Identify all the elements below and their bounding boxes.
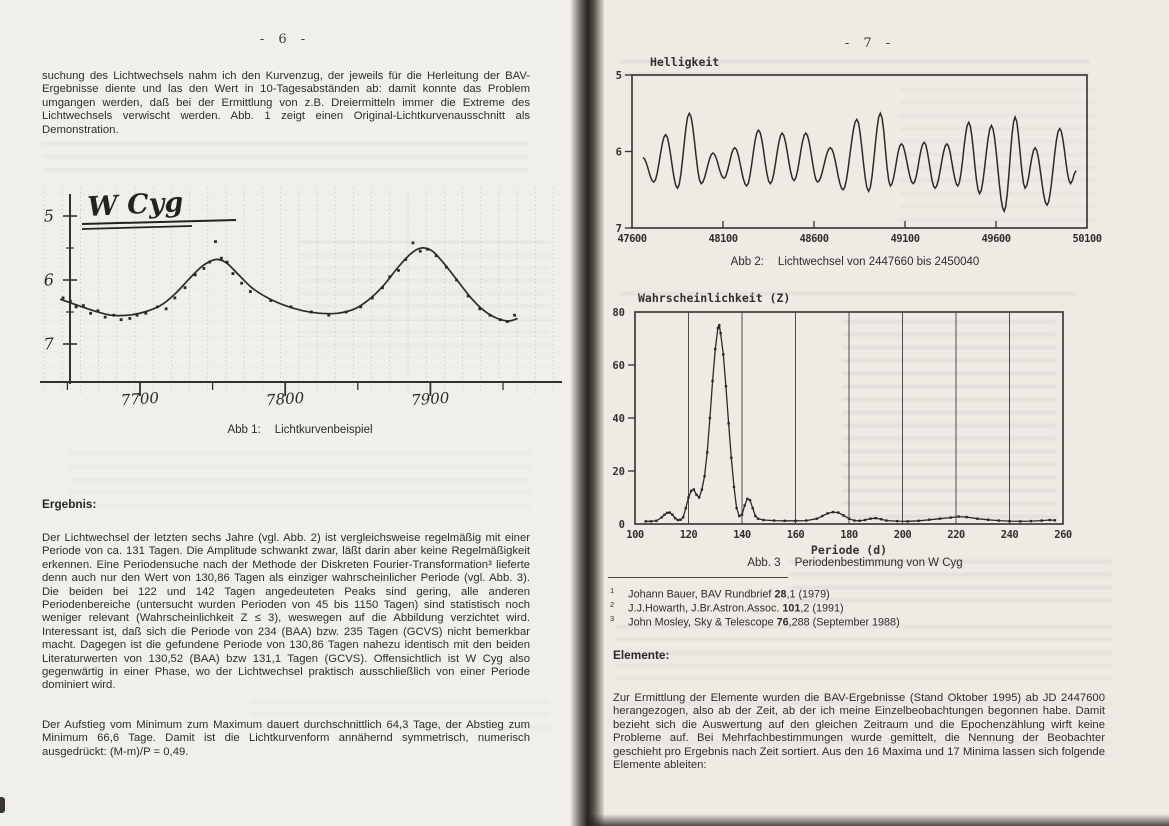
fig3-data-marker [738,515,740,517]
fig1-data-point [232,272,235,275]
fig1-data-point [69,300,72,303]
fig2-x-tick-label: 50100 [1072,233,1102,245]
fig3-data-marker [719,332,721,334]
fig3-data-marker [864,519,866,521]
footnote-1-volume: 28 [774,588,787,601]
fig1-x-tick-label: 7700 [120,388,160,410]
fig1-data-point [397,269,400,272]
fig1-data-point [184,286,187,289]
figure-1-caption-label: Abb 1: [227,424,261,436]
bleed-through [42,142,529,178]
figure-1-caption [150,424,450,436]
intro-paragraph: suchung des Lichtwechsels nahm ich den Kurvenzug, der jeweils für die Herleitung der BAV-Ergebnisse diente und las den Wert in 10-Tagesabständen ab: damit konnte das Problem umgangen werden, daß bei der Ermittlung von z.B. Dreiermitteln immer die Extreme des Lichtwechsels verwischt werden. Abb. 1 zeigt einen Original-Lichtkurvenausschnitt als Demonstration. [42,70,530,136]
fig1-data-point [120,318,123,321]
fig3-data-marker [701,488,703,490]
aufstieg-paragraph: Der Aufstieg vom Minimum zum Maximum dauert durchschnittlich 64,3 Tage, der Abstieg zum Minimum 66,6 Tage. Damit ist die Lichtkurvenform annähernd symmetrisch, numerisch ausgedrückt: (M-m)/P = 0,49. [42,719,530,758]
fig3-data-marker [645,520,647,522]
fig1-data-point [426,248,429,251]
fig1-data-point [412,241,415,244]
fig3-y-tick-label: 80 [612,307,625,319]
fig3-data-marker [698,496,700,498]
figure-2-caption [620,256,1090,268]
fig1-data-point [269,299,272,302]
fig1-data-point [435,254,438,257]
ergebnis-paragraph: Der Lichtwechsel der letzten sechs Jahre (vgl. Abb. 2) ist vergleichsweise regelmäßig mit einer Periode von ca. 131 Tagen. Die Amplitude schwankt zwar, läßt darin aber keine Regelmäßigkeit erkennen. Eine Periodensuche nach der Methode der Diskreten Fourier-Transformation³ lieferte denn auch nur den Wert von 130,86 Tagen als einziger wahrscheinlicher Periode (vgl. Abb. 3). Die beiden bei 122 und 142 Tagen angedeuteten Peaks sind gering, alle anderen Periodenbereiche (untersucht wurden Perioden von 45 bis 1150 Tagen) sind statistisch noch weniger relevant (Wahrscheinlichkeit Z ≤ 3), weswegen auf die Abbildung verzichtet wird. Interessant ist, daß sich die Periode von 234 (BAA) bzw. 235 Tagen (GCVS) nicht bemerkbar macht. Dagegen ist die gefundene Periode von 130,86 Tagen nahezu identisch mit den beiden Literaturwerten von 130,52 (BAA) bzw 131,1 Tagen (GCVS). Offensichtlich ist W Cyg also gegenwärtig in einer Phase, wo der Lichtwechsel praktisch ausschließlich von einer Periode dominiert wird. [42,532,530,692]
fig2-plot-box [632,75,1087,228]
fig3-data-marker [957,515,959,517]
fig1-data-point [381,286,384,289]
fig1-data-point [371,297,374,300]
bleed-through [70,452,530,510]
footnote-1 [610,586,1110,600]
fig3-x-tick-label: 100 [626,529,644,541]
fig1-data-point [144,312,147,315]
fig1-data-point [62,297,65,300]
fig3-data-marker [939,518,941,520]
fig3-data-marker [741,514,743,516]
fig3-data-marker [754,515,756,517]
fig3-title: Wahrscheinlichkeit (Z) [638,291,791,305]
fig2-title: Helligkeit [650,55,720,69]
fig2-x-tick-label: 49100 [890,233,920,245]
fig3-data-marker [666,512,668,514]
fig3-x-tick-label: 120 [679,529,698,541]
fig1-data-point [128,317,131,320]
fig3-data-marker [714,348,716,350]
scan-edge-mark [0,797,5,813]
fig3-data-marker [848,518,850,520]
page-number-6: - 6 - [259,32,311,47]
fig3-data-marker [695,494,697,496]
fig3-periodogram-curve [646,325,1055,521]
ergebnis-heading: Ergebnis: [42,497,97,511]
fig3-data-marker [706,451,708,453]
fig3-data-marker [832,511,834,513]
fig3-data-marker [816,518,818,520]
fig3-data-marker [685,507,687,509]
fig1-data-point [202,267,205,270]
fig3-data-marker [663,514,665,516]
fig1-data-point [240,282,243,285]
fig2-x-tick-label: 48600 [799,233,829,245]
fig3-data-marker [674,517,676,519]
fig1-data-point [419,250,422,253]
fig1-data-point [173,297,176,300]
fig3-data-marker [690,490,692,492]
fig3-data-marker [794,520,796,522]
fig1-x-tick-label: 7800 [265,388,305,410]
fig1-data-point [89,312,92,315]
fig1-data-point [104,316,107,319]
footnote-2-marker: 2 [610,600,615,609]
fig3-data-marker [976,518,978,520]
fig3-data-marker [1048,519,1050,521]
footnote-1-marker: 1 [610,586,615,595]
fig3-data-marker [682,516,684,518]
fig3-data-marker [885,519,887,521]
fig3-data-marker [880,518,882,520]
figure-3-periodogram-plot [598,288,1115,573]
fig3-data-marker [1040,519,1042,521]
fig3-data-marker [805,519,807,521]
footnote-3-marker: 3 [610,614,615,623]
fig3-data-marker [733,486,735,488]
fig1-data-point [404,258,407,261]
fig1-data-point [75,305,78,308]
fig3-data-marker [853,519,855,521]
fig2-y-tick-label: 7 [615,223,622,235]
fig1-star-name: W Cyg [86,187,185,223]
fig3-data-marker [757,518,759,520]
fig2-x-tick-label: 48100 [708,233,738,245]
fig3-data-marker [677,519,679,521]
footnote-2-ref: ,2 (1991) [800,602,844,615]
footnote-2-volume: 101 [782,602,801,615]
fig2-x-tick-label: 49600 [981,233,1011,245]
fig1-data-point [249,290,252,293]
fig3-x-tick-label: 220 [947,529,965,541]
fig3-data-marker [949,516,951,518]
fig1-data-point [445,266,448,269]
elemente-paragraph: Zur Ermittlung der Elemente wurden die BAV-Ergebnisse (Stand Oktober 1995) ab JD 2447600 herangezogen, also ab der Zeit, ab der ich meine Einzelbeobachtungen begonnen habe. Damit bezieht sich die Auswertung auf den gleichen Zeitraum und die Epochenzählung wirft keine Probleme auf. Bei Mehrfachbestimmungen wurde gemittelt, die Nennung der Beobachter geschieht pro Ergebnis nach Zeit sortiert. Aus den 16 Maxima und 17 Minima lassen sich folgende Elemente ableiten: [613,692,1105,772]
fig3-data-marker [743,504,745,506]
figure-2-caption-label: Abb 2: [730,256,764,268]
footnote-1-text: Johann Bauer, BAV Rundbrief [628,588,775,601]
fig3-data-marker [869,518,871,520]
fig1-data-point [345,311,348,314]
fig3-data-marker [687,496,689,498]
fig3-data-marker [725,385,727,387]
fig3-data-marker [784,520,786,522]
fig2-y-tick-label: 6 [615,146,622,159]
fig3-data-marker [1054,519,1056,521]
fig3-data-marker [671,514,673,516]
fig1-y-tick-label: 5 [43,206,55,226]
fig3-data-marker [752,507,754,509]
fig1-data-point [136,314,139,317]
fig3-y-tick-label: 20 [612,466,625,478]
fig3-data-marker [928,519,930,521]
fig3-data-marker [1019,520,1021,522]
fig3-data-marker [709,417,711,419]
fig1-data-point [156,305,159,308]
fig3-data-marker [762,519,764,521]
fig1-data-point [165,307,168,310]
fig3-data-marker [875,517,877,519]
fig1-data-point [388,275,391,278]
fig1-data-point [220,257,223,260]
figure-2-caption-text: Lichtwechsel von 2447660 bis 2450040 [777,256,980,268]
footnotes [610,586,1110,628]
fig1-data-point [214,240,217,243]
fig3-data-marker [749,499,751,501]
figure-3-caption-text: Periodenbestimmung von W Cyg [794,557,963,569]
fig3-x-tick-label: 240 [1000,529,1019,541]
fig1-data-point [499,318,502,321]
fig3-x-tick-label: 200 [893,529,912,541]
fig2-light-curve [643,113,1076,211]
fig1-data-point [478,307,481,310]
fig1-data-point [82,304,85,307]
fig3-data-marker [669,511,671,513]
footnote-3-text: John Mosley, Sky & Telescope [628,616,777,629]
fig3-data-marker [917,520,919,522]
fig3-data-marker [987,519,989,521]
fig3-data-marker [703,475,705,477]
figure-1-hand-drawn-light-curve [30,182,565,414]
fig1-underline [82,226,192,229]
fig1-data-point [290,305,293,308]
elemente-heading: Elemente: [613,648,670,662]
figure-3-caption-label: Abb. 3 [747,557,781,569]
fig3-data-marker [1008,520,1010,522]
fig2-x-tick-label: 47600 [617,233,647,245]
fig3-data-marker [717,327,719,329]
fig3-x-tick-label: 140 [733,529,751,541]
fig2-y-tick-label: 5 [615,70,622,82]
footnote-separator [608,577,788,578]
fig3-data-marker [773,519,775,521]
footnote-2 [610,600,1110,614]
fig3-data-marker [735,507,737,509]
fig3-data-marker [650,520,652,522]
footnote-3-ref: ,288 (September 1988) [788,616,900,629]
fig3-data-marker [661,516,663,518]
fig1-y-tick-label: 6 [43,270,55,290]
fig1-light-curve [60,248,517,321]
page-number-7: - 7 - [844,36,896,51]
footnote-1-ref: ,1 (1979) [786,588,830,601]
fig3-y-tick-label: 40 [612,413,625,425]
fig1-data-point [467,295,470,298]
figure-1-caption-text: Lichtkurvenbeispiel [274,424,373,436]
fig3-data-marker [842,514,844,516]
fig3-y-tick-label: 0 [618,519,625,531]
figure-3-caption [620,557,1090,569]
fig3-x-axis-label: Periode (d) [810,543,888,557]
fig3-data-marker [718,324,720,326]
figure-2-light-curve-plot [598,48,1115,253]
fig1-data-point [226,261,229,264]
fig3-data-marker [730,457,732,459]
footnote-3-volume: 76 [776,616,789,629]
fig3-data-marker [821,515,823,517]
fig1-data-point [455,279,458,282]
fig1-data-point [96,309,99,312]
fig1-y-tick-label: 7 [43,334,55,354]
fig3-x-tick-label: 180 [840,529,858,541]
fig3-data-marker [907,520,909,522]
fig1-x-tick-label: 7900 [410,388,451,410]
fig3-data-marker [859,520,861,522]
fig1-data-point [506,320,509,323]
fig1-data-point [513,314,516,317]
fig1-data-point [194,273,197,276]
fig3-data-marker [896,520,898,522]
fig3-data-marker [837,511,839,513]
fig3-data-marker [727,422,729,424]
fig3-data-marker [722,353,724,355]
fig3-data-marker [693,488,695,490]
fig1-data-point [489,314,492,317]
fig3-data-marker [679,519,681,521]
bottom-edge-shadow [588,814,1169,826]
fig3-data-marker [711,380,713,382]
fig3-data-marker [998,519,1000,521]
fig1-data-point [359,305,362,308]
footnote-3 [610,614,1110,628]
fig1-data-point [327,314,330,317]
fig3-x-tick-label: 160 [786,529,805,541]
fig3-data-marker [655,520,657,522]
fig3-data-marker [966,516,968,518]
fig3-data-marker [746,498,748,500]
fig3-y-tick-label: 60 [612,360,625,372]
footnote-2-text: J.J.Howarth, J.Br.Astron.Assoc. [628,602,783,615]
fig3-data-marker [1030,520,1032,522]
fig3-x-tick-label: 260 [1054,529,1072,541]
fig1-data-point [208,261,211,264]
fig1-data-point [310,311,313,314]
fig3-data-marker [826,512,828,514]
fig1-data-point [112,314,115,317]
